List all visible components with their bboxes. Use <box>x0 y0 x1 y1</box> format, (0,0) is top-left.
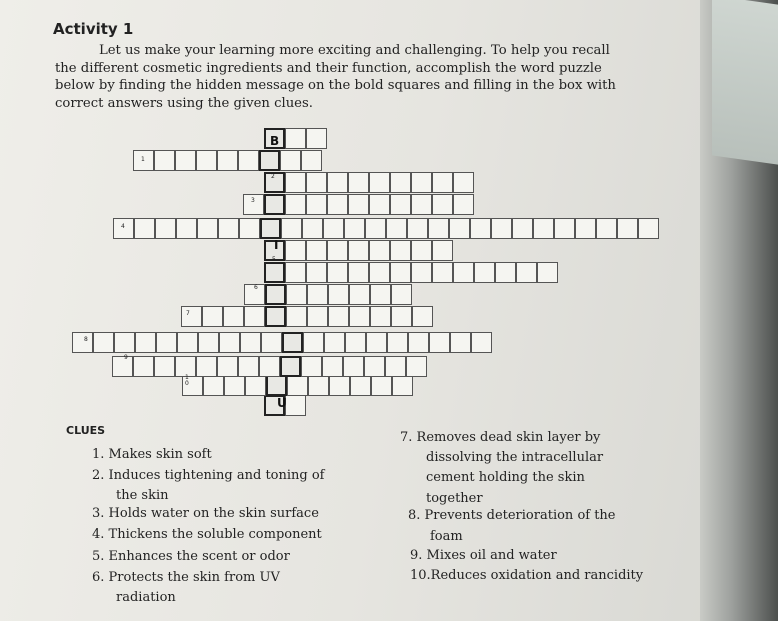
puzzle-cell[interactable] <box>369 262 390 283</box>
puzzle-cell[interactable] <box>154 356 175 377</box>
puzzle-cell[interactable] <box>349 284 370 305</box>
puzzle-cell[interactable] <box>327 240 348 261</box>
puzzle-cell[interactable] <box>327 194 348 215</box>
puzzle-cell[interactable] <box>370 284 391 305</box>
puzzle-cell[interactable] <box>303 332 324 353</box>
puzzle-cell[interactable] <box>370 306 391 327</box>
puzzle-cell[interactable] <box>133 356 154 377</box>
puzzle-cell[interactable] <box>516 262 537 283</box>
puzzle-cell[interactable] <box>285 172 306 193</box>
puzzle-cell[interactable] <box>327 172 348 193</box>
puzzle-cell[interactable] <box>537 262 558 283</box>
clue-item: radiation <box>116 590 176 605</box>
clue-item: 1. Makes skin soft <box>92 447 212 462</box>
puzzle-cell[interactable] <box>512 218 533 239</box>
background-folder <box>712 0 778 165</box>
puzzle-cell[interactable] <box>432 172 453 193</box>
clue-item: together <box>426 491 483 506</box>
clue-number: 9 <box>124 354 128 361</box>
puzzle-cell[interactable] <box>617 218 638 239</box>
bold-square[interactable] <box>265 284 286 305</box>
puzzle-cell[interactable] <box>365 218 386 239</box>
puzzle-cell[interactable] <box>344 218 365 239</box>
puzzle-cell[interactable] <box>364 356 385 377</box>
puzzle-cell[interactable] <box>217 150 238 171</box>
puzzle-cell[interactable] <box>286 284 307 305</box>
puzzle-cell[interactable] <box>411 240 432 261</box>
bold-square[interactable] <box>259 150 280 171</box>
puzzle-cell[interactable] <box>575 218 596 239</box>
puzzle-cell[interactable] <box>324 332 345 353</box>
clue-item: 7. Removes dead skin layer by <box>400 430 601 445</box>
puzzle-cell[interactable] <box>411 262 432 283</box>
intro-line: below by finding the hidden message on the bold squares and filling in the box with <box>55 78 616 93</box>
clue-number: 4 <box>121 223 125 230</box>
clue-number: 1​0 <box>185 374 189 387</box>
puzzle-cell[interactable] <box>371 375 392 396</box>
puzzle-cell[interactable] <box>286 306 307 327</box>
puzzle-cell[interactable] <box>453 194 474 215</box>
puzzle-cell[interactable] <box>218 218 239 239</box>
puzzle-cell[interactable] <box>432 194 453 215</box>
puzzle-cell[interactable] <box>306 194 327 215</box>
puzzle-cell[interactable] <box>348 240 369 261</box>
clue-number: 2 <box>271 173 275 180</box>
puzzle-cell[interactable] <box>407 218 428 239</box>
puzzle-cell[interactable] <box>349 306 370 327</box>
puzzle-cell[interactable] <box>306 262 327 283</box>
puzzle-cell[interactable] <box>390 262 411 283</box>
bold-square[interactable] <box>266 375 287 396</box>
puzzle-cell[interactable] <box>285 395 306 416</box>
puzzle-cell[interactable] <box>406 356 427 377</box>
puzzle-cell[interactable] <box>323 218 344 239</box>
puzzle-cell[interactable] <box>175 150 196 171</box>
clue-number: 1 <box>141 156 145 163</box>
puzzle-cell[interactable] <box>369 240 390 261</box>
puzzle-cell[interactable] <box>287 375 308 396</box>
bold-square[interactable] <box>264 194 285 215</box>
puzzle-cell[interactable] <box>177 332 198 353</box>
puzzle-cell[interactable] <box>412 306 433 327</box>
puzzle-cell[interactable] <box>112 356 133 377</box>
puzzle-cell[interactable] <box>306 128 327 149</box>
puzzle-cell[interactable] <box>114 332 135 353</box>
clue-item: 4. Thickens the soluble component <box>92 527 322 542</box>
puzzle-cell[interactable] <box>196 150 217 171</box>
clue-item: foam <box>430 529 463 544</box>
puzzle-cell[interactable] <box>386 218 407 239</box>
puzzle-cell[interactable] <box>390 172 411 193</box>
puzzle-cell[interactable] <box>197 218 218 239</box>
clue-number: 6 <box>254 284 258 291</box>
clue-item: 8. Prevents deterioration of the <box>408 508 616 523</box>
puzzle-cell[interactable] <box>285 194 306 215</box>
bold-square[interactable] <box>260 218 281 239</box>
puzzle-cell[interactable] <box>453 172 474 193</box>
puzzle-cell[interactable] <box>308 375 329 396</box>
puzzle-cell[interactable] <box>217 356 238 377</box>
puzzle-cell[interactable] <box>471 332 492 353</box>
bold-square[interactable] <box>282 332 303 353</box>
clue-item: the skin <box>116 488 169 503</box>
hidden-letter-i: I <box>274 238 279 252</box>
clue-item: 3. Holds water on the skin surface <box>92 506 319 521</box>
puzzle-cell[interactable] <box>392 375 413 396</box>
puzzle-cell[interactable] <box>155 218 176 239</box>
puzzle-cell[interactable] <box>93 332 114 353</box>
puzzle-cell[interactable] <box>244 306 265 327</box>
puzzle-cell[interactable] <box>245 375 266 396</box>
hidden-letter-u: U <box>277 396 287 410</box>
puzzle-cell[interactable] <box>285 262 306 283</box>
puzzle-cell[interactable] <box>391 284 412 305</box>
puzzle-cell[interactable] <box>301 356 322 377</box>
puzzle-cell[interactable] <box>203 375 224 396</box>
puzzle-cell[interactable] <box>306 240 327 261</box>
puzzle-cell[interactable] <box>369 172 390 193</box>
puzzle-cell[interactable] <box>533 218 554 239</box>
puzzle-cell[interactable] <box>390 194 411 215</box>
puzzle-cell[interactable] <box>470 218 491 239</box>
puzzle-cell[interactable] <box>345 332 366 353</box>
clue-item: 5. Enhances the scent or odor <box>92 549 290 564</box>
puzzle-cell[interactable] <box>238 356 259 377</box>
activity-title: Activity 1 <box>53 20 134 38</box>
puzzle-cell[interactable] <box>202 306 223 327</box>
puzzle-cell[interactable] <box>390 240 411 261</box>
puzzle-cell[interactable] <box>596 218 617 239</box>
puzzle-cell[interactable] <box>329 375 350 396</box>
puzzle-cell[interactable] <box>428 218 449 239</box>
puzzle-cell[interactable] <box>387 332 408 353</box>
puzzle-cell[interactable] <box>306 172 327 193</box>
puzzle-cell[interactable] <box>474 262 495 283</box>
puzzle-cell[interactable] <box>638 218 659 239</box>
clues-heading: CLUES <box>66 424 106 437</box>
puzzle-cell[interactable] <box>328 284 349 305</box>
puzzle-cell[interactable] <box>411 194 432 215</box>
puzzle-cell[interactable] <box>554 218 575 239</box>
puzzle-cell[interactable] <box>154 150 175 171</box>
puzzle-cell[interactable] <box>302 218 323 239</box>
puzzle-cell[interactable] <box>432 240 453 261</box>
puzzle-cell[interactable] <box>72 332 93 353</box>
puzzle-cell[interactable] <box>322 356 343 377</box>
puzzle-cell[interactable] <box>348 194 369 215</box>
bold-square[interactable] <box>264 262 285 283</box>
puzzle-cell[interactable] <box>176 218 197 239</box>
puzzle-cell[interactable] <box>259 356 280 377</box>
puzzle-cell[interactable] <box>327 262 348 283</box>
puzzle-cell[interactable] <box>391 306 412 327</box>
clue-item: 9. Mixes oil and water <box>410 548 557 563</box>
puzzle-cell[interactable] <box>366 332 387 353</box>
puzzle-cell[interactable] <box>411 172 432 193</box>
clue-item: 6. Protects the skin from UV <box>92 570 280 585</box>
puzzle-cell[interactable] <box>453 262 474 283</box>
puzzle-cell[interactable] <box>495 262 516 283</box>
puzzle-cell[interactable] <box>429 332 450 353</box>
puzzle-cell[interactable] <box>307 284 328 305</box>
puzzle-cell[interactable] <box>134 218 155 239</box>
puzzle-cell[interactable] <box>307 306 328 327</box>
clue-item: dissolving the intracellular <box>426 450 604 465</box>
puzzle-cell[interactable] <box>135 332 156 353</box>
hidden-letter-b: B <box>270 134 280 148</box>
puzzle-cell[interactable] <box>196 356 217 377</box>
clue-item: 10.Reduces oxidation and rancidity <box>410 568 644 583</box>
puzzle-cell[interactable] <box>450 332 471 353</box>
clue-number: 7 <box>186 310 190 317</box>
bold-square[interactable] <box>280 356 301 377</box>
puzzle-cell[interactable] <box>432 262 453 283</box>
puzzle-cell[interactable] <box>348 172 369 193</box>
puzzle-cell[interactable] <box>301 150 322 171</box>
puzzle-cell[interactable] <box>328 306 349 327</box>
puzzle-cell[interactable] <box>369 194 390 215</box>
puzzle-cell[interactable] <box>285 128 306 149</box>
puzzle-cell[interactable] <box>408 332 429 353</box>
puzzle-cell[interactable] <box>348 262 369 283</box>
puzzle-cell[interactable] <box>385 356 406 377</box>
puzzle-cell[interactable] <box>223 306 244 327</box>
puzzle-cell[interactable] <box>350 375 371 396</box>
puzzle-cell[interactable] <box>491 218 512 239</box>
intro-line: correct answers using the given clues. <box>55 95 313 111</box>
puzzle-cell[interactable] <box>224 375 245 396</box>
intro-line: Let us make your learning more exciting and challenging. To help you recall <box>99 43 610 58</box>
clue-number: 3 <box>251 197 255 204</box>
clue-number: 5 <box>272 256 276 263</box>
puzzle-cell[interactable] <box>181 306 202 327</box>
puzzle-cell[interactable] <box>240 332 261 353</box>
bold-square[interactable] <box>265 306 286 327</box>
puzzle-cell[interactable] <box>343 356 364 377</box>
clue-item: cement holding the skin <box>426 470 585 485</box>
puzzle-cell[interactable] <box>281 218 302 239</box>
intro-line: the different cosmetic ingredients and their function, accomplish the word puzzle <box>55 60 602 76</box>
puzzle-cell[interactable] <box>156 332 177 353</box>
puzzle-cell[interactable] <box>198 332 219 353</box>
puzzle-cell[interactable] <box>239 218 260 239</box>
puzzle-cell[interactable] <box>261 332 282 353</box>
puzzle-cell[interactable] <box>449 218 470 239</box>
puzzle-cell[interactable] <box>219 332 240 353</box>
puzzle-cell[interactable] <box>280 150 301 171</box>
clue-number: 8 <box>84 336 88 343</box>
puzzle-cell[interactable] <box>285 240 306 261</box>
puzzle-cell[interactable] <box>238 150 259 171</box>
clue-item: 2. Induces tightening and toning of <box>92 468 325 483</box>
